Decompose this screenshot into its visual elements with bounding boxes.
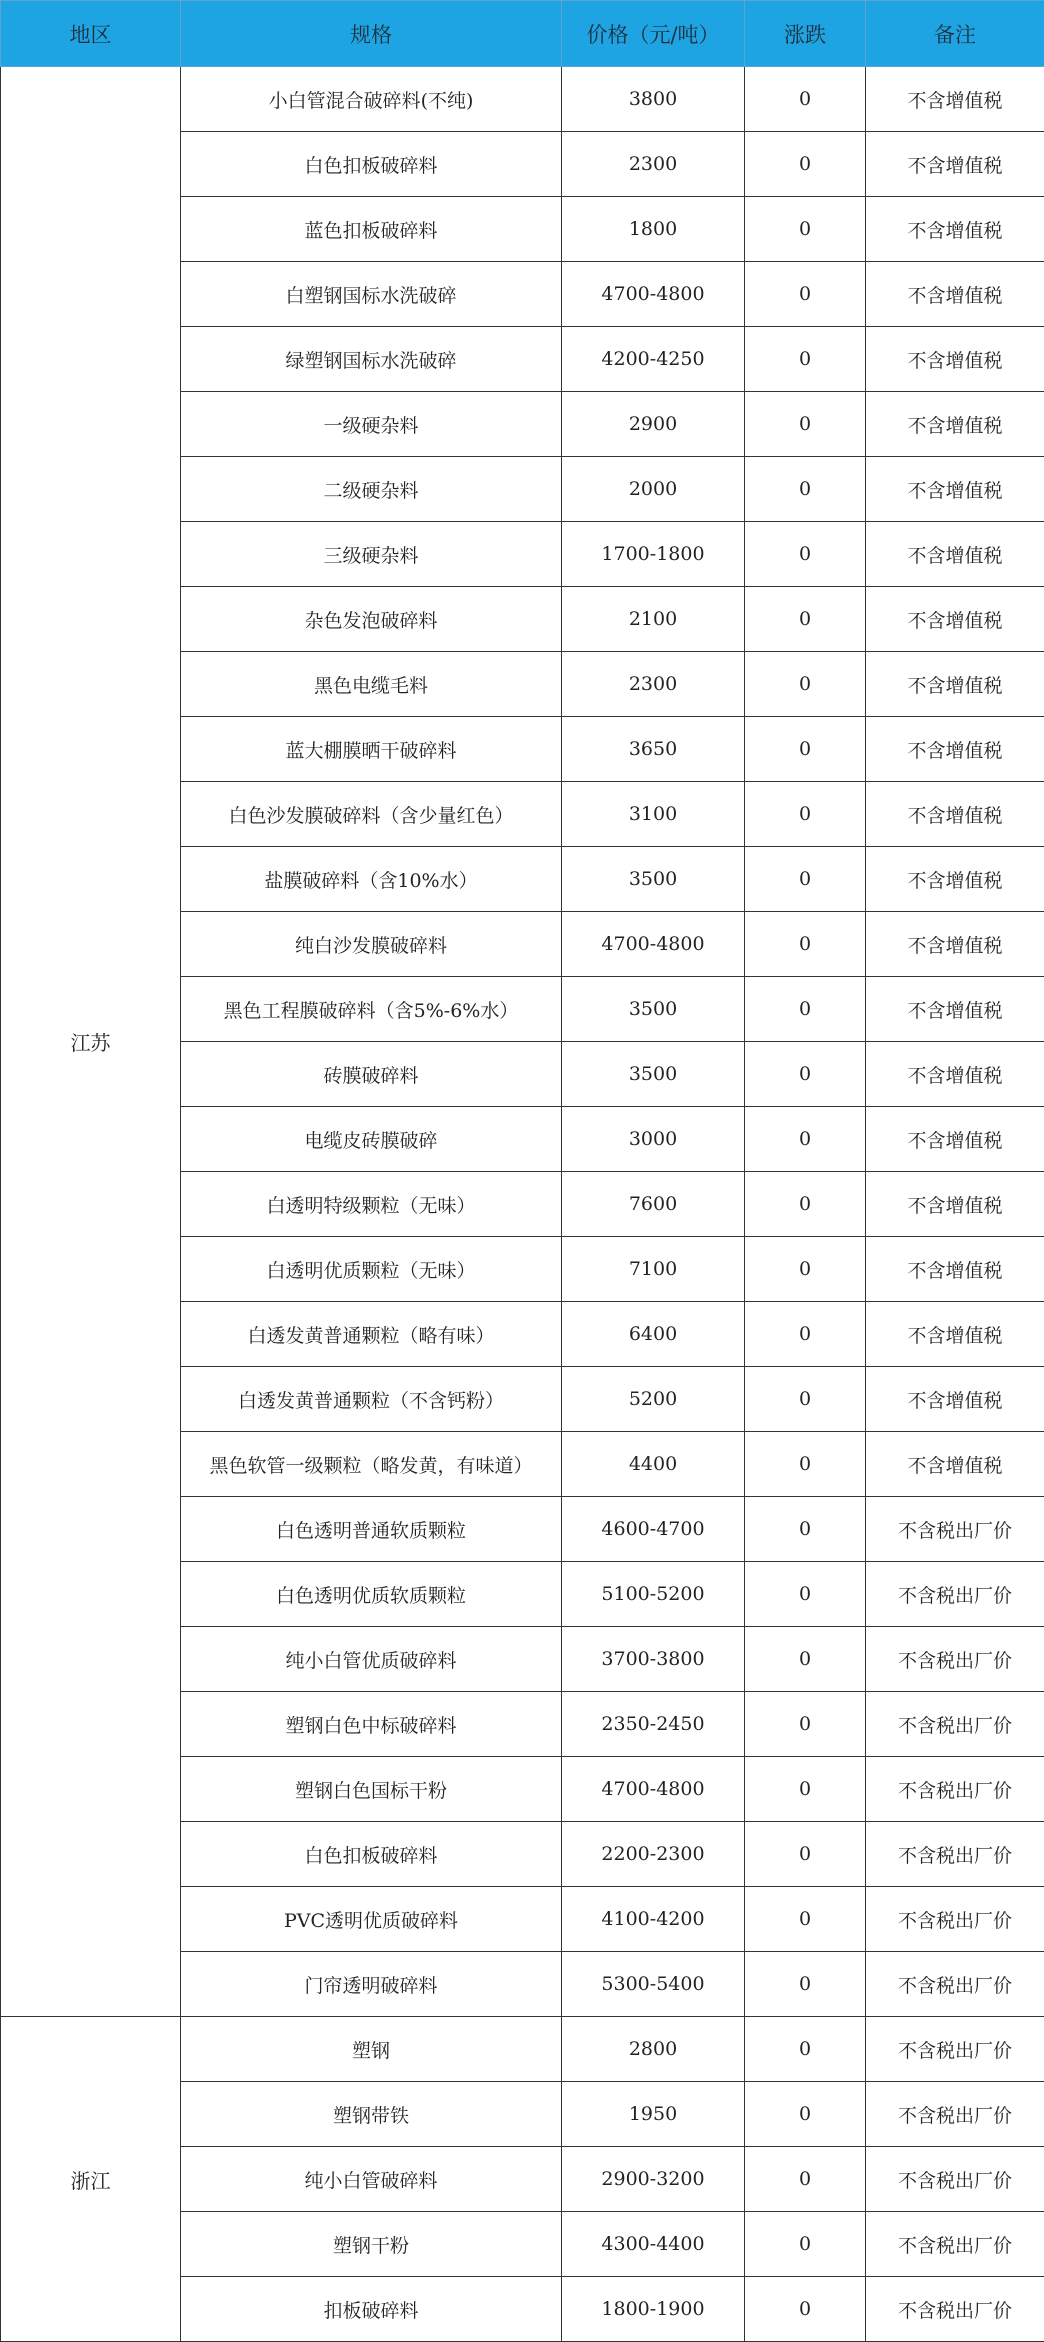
change-cell: 0 xyxy=(745,912,866,977)
note-cell: 不含增值税 xyxy=(866,912,1044,977)
spec-cell: 白透明特级颗粒（无味） xyxy=(181,1172,562,1237)
spec-cell: 黑色工程膜破碎料（含5%-6%水） xyxy=(181,977,562,1042)
spec-cell: 砖膜破碎料 xyxy=(181,1042,562,1107)
spec-cell: 塑钢 xyxy=(181,2017,562,2082)
change-cell: 0 xyxy=(745,717,866,782)
note-cell: 不含增值税 xyxy=(866,1367,1044,1432)
note-cell: 不含增值税 xyxy=(866,1302,1044,1367)
price-cell: 2900-3200 xyxy=(562,2147,745,2212)
header-region: 地区 xyxy=(1,1,181,67)
price-cell: 7100 xyxy=(562,1237,745,1302)
table-row xyxy=(1,67,1044,132)
header-price: 价格（元/吨） xyxy=(562,1,745,67)
change-cell: 0 xyxy=(745,197,866,262)
price-cell: 3000 xyxy=(562,1107,745,1172)
price-cell: 4700-4800 xyxy=(562,912,745,977)
spec-cell: 白色扣板破碎料 xyxy=(181,132,562,197)
change-cell: 0 xyxy=(745,2017,866,2082)
change-cell: 0 xyxy=(745,782,866,847)
price-cell: 5200 xyxy=(562,1367,745,1432)
note-cell: 不含税出厂价 xyxy=(866,2212,1044,2277)
header-row xyxy=(1,1,1044,67)
change-cell: 0 xyxy=(745,457,866,522)
spec-cell: 一级硬杂料 xyxy=(181,392,562,457)
spec-cell: 白色透明普通软质颗粒 xyxy=(181,1497,562,1562)
price-cell: 4700-4800 xyxy=(562,1757,745,1822)
price-cell: 4400 xyxy=(562,1432,745,1497)
note-cell: 不含税出厂价 xyxy=(866,2017,1044,2082)
change-cell: 0 xyxy=(745,1302,866,1367)
price-cell: 3500 xyxy=(562,977,745,1042)
change-cell: 0 xyxy=(745,1042,866,1107)
note-cell: 不含税出厂价 xyxy=(866,2147,1044,2212)
note-cell: 不含增值税 xyxy=(866,1172,1044,1237)
spec-cell: 扣板破碎料 xyxy=(181,2277,562,2342)
table-header xyxy=(1,1,1044,67)
spec-cell: 蓝色扣板破碎料 xyxy=(181,197,562,262)
price-cell: 2800 xyxy=(562,2017,745,2082)
header-change: 涨跌 xyxy=(745,1,866,67)
change-cell: 0 xyxy=(745,1432,866,1497)
table-body xyxy=(1,67,1044,2342)
change-cell: 0 xyxy=(745,392,866,457)
note-cell: 不含税出厂价 xyxy=(866,1497,1044,1562)
spec-cell: 杂色发泡破碎料 xyxy=(181,587,562,652)
price-cell: 4100-4200 xyxy=(562,1887,745,1952)
change-cell: 0 xyxy=(745,1952,866,2017)
change-cell: 0 xyxy=(745,847,866,912)
price-cell: 1950 xyxy=(562,2082,745,2147)
spec-cell: 小白管混合破碎料(不纯) xyxy=(181,67,562,132)
note-cell: 不含增值税 xyxy=(866,1237,1044,1302)
price-cell: 2200-2300 xyxy=(562,1822,745,1887)
spec-cell: 塑钢白色中标破碎料 xyxy=(181,1692,562,1757)
note-cell: 不含增值税 xyxy=(866,522,1044,587)
price-cell: 3650 xyxy=(562,717,745,782)
note-cell: 不含增值税 xyxy=(866,847,1044,912)
region-cell: 江苏 xyxy=(1,67,181,2017)
change-cell: 0 xyxy=(745,1757,866,1822)
price-cell: 4600-4700 xyxy=(562,1497,745,1562)
price-cell: 3500 xyxy=(562,1042,745,1107)
note-cell: 不含税出厂价 xyxy=(866,2082,1044,2147)
note-cell: 不含增值税 xyxy=(866,652,1044,717)
change-cell: 0 xyxy=(745,327,866,392)
price-cell: 4300-4400 xyxy=(562,2212,745,2277)
header-spec: 规格 xyxy=(181,1,562,67)
spec-cell: 纯小白管破碎料 xyxy=(181,2147,562,2212)
change-cell: 0 xyxy=(745,1887,866,1952)
spec-cell: 纯小白管优质破碎料 xyxy=(181,1627,562,1692)
note-cell: 不含税出厂价 xyxy=(866,1692,1044,1757)
price-cell: 1700-1800 xyxy=(562,522,745,587)
price-cell: 1800-1900 xyxy=(562,2277,745,2342)
spec-cell: 黑色电缆毛料 xyxy=(181,652,562,717)
note-cell: 不含税出厂价 xyxy=(866,1887,1044,1952)
spec-cell: 白透明优质颗粒（无味） xyxy=(181,1237,562,1302)
spec-cell: 门帘透明破碎料 xyxy=(181,1952,562,2017)
spec-cell: 白透发黄普通颗粒（略有味） xyxy=(181,1302,562,1367)
price-cell: 6400 xyxy=(562,1302,745,1367)
note-cell: 不含税出厂价 xyxy=(866,1952,1044,2017)
note-cell: 不含税出厂价 xyxy=(866,2277,1044,2342)
spec-cell: 白透发黄普通颗粒（不含钙粉） xyxy=(181,1367,562,1432)
price-cell: 2100 xyxy=(562,587,745,652)
change-cell: 0 xyxy=(745,1237,866,1302)
spec-cell: 塑钢干粉 xyxy=(181,2212,562,2277)
spec-cell: PVC透明优质破碎料 xyxy=(181,1887,562,1952)
change-cell: 0 xyxy=(745,1627,866,1692)
note-cell: 不含增值税 xyxy=(866,1432,1044,1497)
note-cell: 不含增值税 xyxy=(866,1042,1044,1107)
note-cell: 不含增值税 xyxy=(866,67,1044,132)
price-cell: 2300 xyxy=(562,652,745,717)
change-cell: 0 xyxy=(745,1692,866,1757)
spec-cell: 塑钢带铁 xyxy=(181,2082,562,2147)
price-cell: 5100-5200 xyxy=(562,1562,745,1627)
change-cell: 0 xyxy=(745,1367,866,1432)
change-cell: 0 xyxy=(745,132,866,197)
note-cell: 不含增值税 xyxy=(866,132,1044,197)
spec-cell: 二级硬杂料 xyxy=(181,457,562,522)
note-cell: 不含增值税 xyxy=(866,392,1044,457)
price-cell: 7600 xyxy=(562,1172,745,1237)
change-cell: 0 xyxy=(745,2212,866,2277)
spec-cell: 盐膜破碎料（含10%水） xyxy=(181,847,562,912)
price-cell: 2900 xyxy=(562,392,745,457)
spec-cell: 绿塑钢国标水洗破碎 xyxy=(181,327,562,392)
price-cell: 3700-3800 xyxy=(562,1627,745,1692)
spec-cell: 黑色软管一级颗粒（略发黄，有味道） xyxy=(181,1432,562,1497)
change-cell: 0 xyxy=(745,2082,866,2147)
note-cell: 不含税出厂价 xyxy=(866,1757,1044,1822)
price-cell: 2300 xyxy=(562,132,745,197)
note-cell: 不含增值税 xyxy=(866,197,1044,262)
spec-cell: 白色沙发膜破碎料（含少量红色） xyxy=(181,782,562,847)
change-cell: 0 xyxy=(745,587,866,652)
table-row xyxy=(1,2017,1044,2082)
note-cell: 不含增值税 xyxy=(866,782,1044,847)
change-cell: 0 xyxy=(745,1497,866,1562)
change-cell: 0 xyxy=(745,2147,866,2212)
note-cell: 不含税出厂价 xyxy=(866,1562,1044,1627)
change-cell: 0 xyxy=(745,522,866,587)
price-cell: 4700-4800 xyxy=(562,262,745,327)
price-cell: 3800 xyxy=(562,67,745,132)
note-cell: 不含增值税 xyxy=(866,457,1044,522)
note-cell: 不含增值税 xyxy=(866,977,1044,1042)
change-cell: 0 xyxy=(745,1172,866,1237)
price-cell: 5300-5400 xyxy=(562,1952,745,2017)
price-cell: 3500 xyxy=(562,847,745,912)
price-cell: 2000 xyxy=(562,457,745,522)
note-cell: 不含增值税 xyxy=(866,262,1044,327)
region-cell: 浙江 xyxy=(1,2017,181,2342)
spec-cell: 蓝大棚膜晒干破碎料 xyxy=(181,717,562,782)
change-cell: 0 xyxy=(745,652,866,717)
spec-cell: 纯白沙发膜破碎料 xyxy=(181,912,562,977)
note-cell: 不含增值税 xyxy=(866,587,1044,652)
price-cell: 1800 xyxy=(562,197,745,262)
change-cell: 0 xyxy=(745,262,866,327)
price-cell: 2350-2450 xyxy=(562,1692,745,1757)
change-cell: 0 xyxy=(745,977,866,1042)
note-cell: 不含增值税 xyxy=(866,1107,1044,1172)
spec-cell: 白色透明优质软质颗粒 xyxy=(181,1562,562,1627)
change-cell: 0 xyxy=(745,67,866,132)
note-cell: 不含增值税 xyxy=(866,717,1044,782)
change-cell: 0 xyxy=(745,2277,866,2342)
spec-cell: 电缆皮砖膜破碎 xyxy=(181,1107,562,1172)
header-note: 备注 xyxy=(866,1,1044,67)
note-cell: 不含税出厂价 xyxy=(866,1822,1044,1887)
note-cell: 不含税出厂价 xyxy=(866,1627,1044,1692)
price-cell: 3100 xyxy=(562,782,745,847)
change-cell: 0 xyxy=(745,1822,866,1887)
note-cell: 不含增值税 xyxy=(866,327,1044,392)
change-cell: 0 xyxy=(745,1107,866,1172)
spec-cell: 白色扣板破碎料 xyxy=(181,1822,562,1887)
spec-cell: 白塑钢国标水洗破碎 xyxy=(181,262,562,327)
spec-cell: 塑钢白色国标干粉 xyxy=(181,1757,562,1822)
change-cell: 0 xyxy=(745,1562,866,1627)
price-cell: 4200-4250 xyxy=(562,327,745,392)
spec-cell: 三级硬杂料 xyxy=(181,522,562,587)
